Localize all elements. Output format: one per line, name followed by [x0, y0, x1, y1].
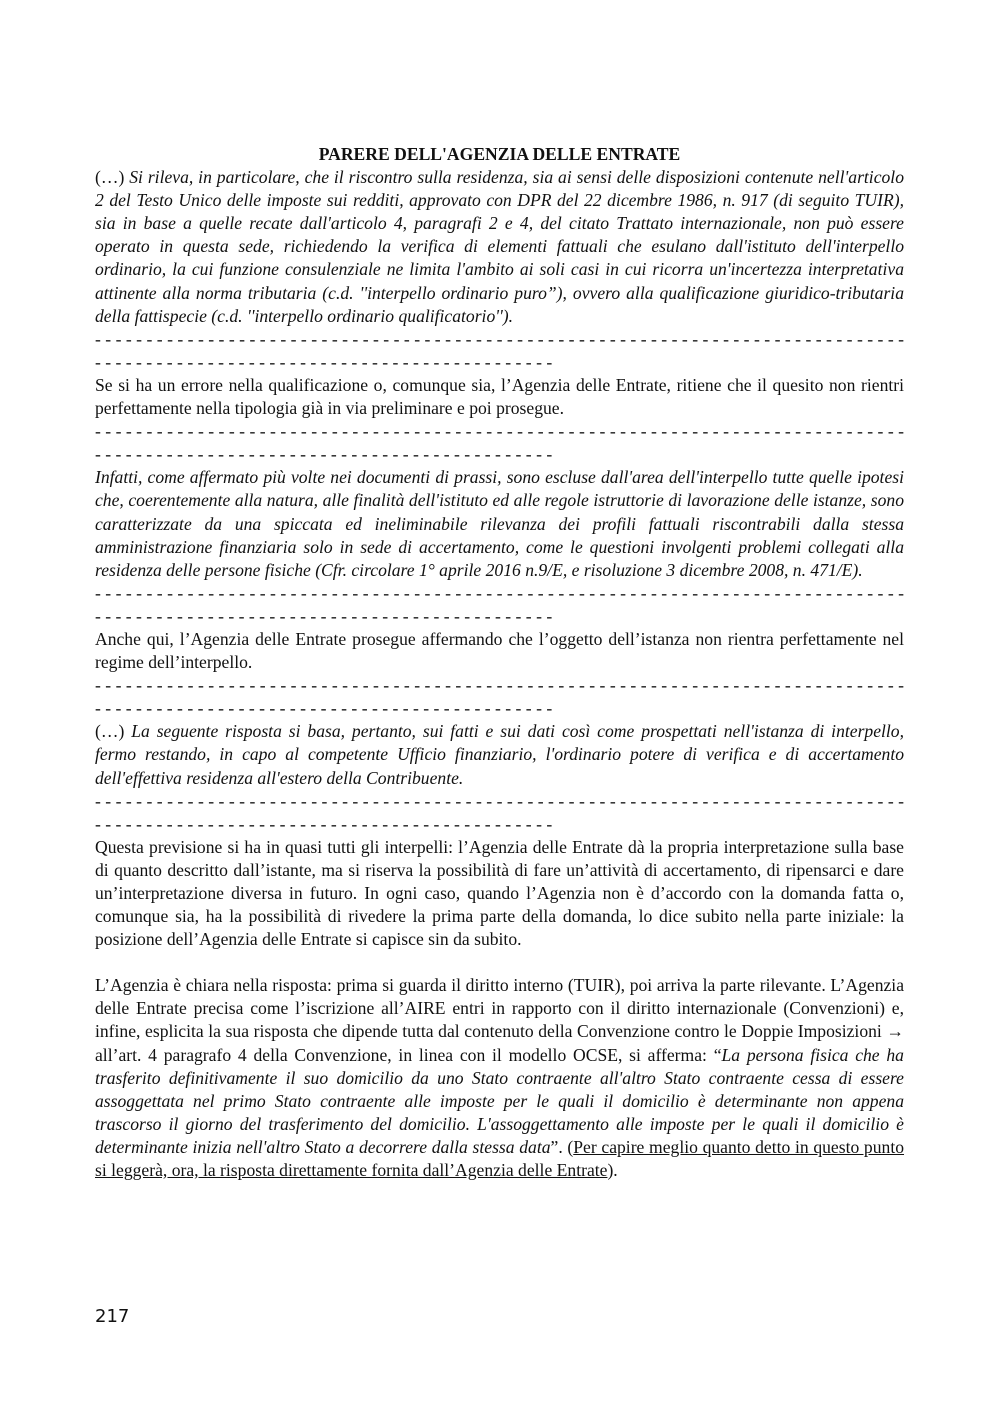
- separator-line: - - - - - - - - - - - - - - - - - - - - - - - - - - - - - - - - - - - - - - - - - - - - - - - - - - - - - - - - - - - - - - - - - - - - - - - - - - - - - - - - - - - - - - - - - - - - - - - - - - - - - - - - - - - - - - - - - - - - - - - - - - - -: [95, 582, 904, 626]
- comment-paragraph-2: Anche qui, l’Agenzia delle Entrate prosegue affermando che l’oggetto dell’istanza non rientra perfettamente nel regime dell’interpello.: [95, 628, 904, 673]
- quote-prefix: (…): [95, 167, 130, 188]
- final-end: ).: [607, 1160, 618, 1181]
- separator-line: - - - - - - - - - - - - - - - - - - - - - - - - - - - - - - - - - - - - - - - - - - - - - - - - - - - - - - - - - - - - - - - - - - - - - - - - - - - - - - - - - - - - - - - - - - - - - - - - - - - - - - - - - - - - - - - - - - - - - - - - - - - -: [95, 790, 904, 834]
- arrow-icon: →: [886, 1021, 904, 1042]
- final-paragraph: [95, 974, 904, 1182]
- final-intro: L’Agenzia è chiara nella risposta: prima si guarda il diritto interno (TUIR), poi arriva la parte rilevante. L’Agenzia delle Entrate precisa come l’iscrizione all’AIRE entri in rapporto con il diritto internazionale (Convenzioni) e, infine, esplicita la sua risposta che dipende tutta dal contenuto della Convenzione contro le Doppie Imposizioni: [95, 975, 904, 1042]
- final-after-quote: ”. (: [550, 1136, 574, 1157]
- paragraph-gap: [95, 951, 904, 974]
- page-number: 217: [95, 1306, 130, 1327]
- final-middle: all’art. 4 paragrafo 4 della Convenzione, in linea con il modello OCSE, si afferma: “: [95, 1044, 722, 1065]
- underlined-note: Per capire meglio quanto detto in questo punto si leggerà, ora, la risposta direttamente fornita dall’Agenzia delle Entrate: [95, 1136, 905, 1181]
- quote-prefix: (…): [95, 721, 132, 742]
- page-title: PARERE DELL'AGENZIA DELLE ENTRATE: [318, 144, 681, 164]
- separator-line: - - - - - - - - - - - - - - - - - - - - - - - - - - - - - - - - - - - - - - - - - - - - - - - - - - - - - - - - - - - - - - - - - - - - - - - - - - - - - - - - - - - - - - - - - - - - - - - - - - - - - - - - - - - - - - - - - - - - - - - - - - - -: [95, 328, 904, 372]
- quote-text: La seguente risposta si basa, pertanto, sui fatti e sui dati così come prospettati nell'istanza di interpello, fermo restando, in capo al competente Ufficio finanziario, l'ordinario potere di verifica e di accertamento dell'effettiva residenza all'estero della Contribuente.: [95, 721, 904, 788]
- comment-paragraph-1: Se si ha un errore nella qualificazione o, comunque sia, l’Agenzia delle Entrate, ritiene che il quesito non rientri perfettamente nella tipologia già in via preliminare e poi prosegue.: [95, 374, 904, 419]
- separator-line: - - - - - - - - - - - - - - - - - - - - - - - - - - - - - - - - - - - - - - - - - - - - - - - - - - - - - - - - - - - - - - - - - - - - - - - - - - - - - - - - - - - - - - - - - - - - - - - - - - - - - - - - - - - - - - - - - - - - - - - - - - - -: [95, 421, 904, 465]
- quote-text: Si rileva, in particolare, che il riscontro sulla residenza, sia ai sensi delle disposizioni contenute nell'articolo 2 del Testo Unico delle imposte sui redditi, approvato con DPR del 22 dicembre 1986, n. 917 (di seguito TUIR), sia in base a quelle recate dall'articolo 4, paragrafi 2 e 4, del citato Trattato internazionale, non può essere operato in questa sede, richiedendo la verifica di elementi fattuali che esulano dall'istituto dell'interpello ordinario, la cui funzione consulenziale ne limita l'ambito ai soli casi in cui ricorra un'incertezza interpretativa attinente alla norma tributaria (c.d. ''interpello ordinario puro”), ovvero alla qualificazione giuridico-tributaria della fattispecie (c.d. ''interpello ordinario qualificatorio'').: [95, 167, 904, 326]
- page-content: [95, 143, 904, 1182]
- quote-paragraph-3: [95, 720, 904, 789]
- comment-paragraph-3: Questa previsione si ha in quasi tutti gli interpelli: l’Agenzia delle Entrate dà la propria interpretazione sulla base di quanto descritto dall’istante, ma si riserva la possibilità di fare un’attività di accertamento, di ripensarci e dare un’interpretazione diversa in futuro. In ogni caso, quando l’Agenzia non è d’accordo con la domanda fatta o, comunque sia, ha la possibilità di rivedere la prima parte della domanda, lo dice subito nella parte iniziale: la posizione dell’Agenzia delle Entrate si capisce sin da subito.: [95, 836, 904, 950]
- quote-paragraph-1: [95, 166, 904, 328]
- quote-paragraph-2: Infatti, come affermato più volte nei documenti di prassi, sono escluse dall'area dell'interpello tutte quelle ipotesi che, coerentemente alla natura, alle finalità dell'istituto ed alle regole istruttorie di lavorazione delle istanze, sono caratterizzate da una spiccata ed ineliminabile rilevanza dei profili fattuali riscontrabili dalla stessa amministrazione finanziaria solo in sede di accertamento, come le questioni involgenti problemi collegati alla residenza delle persone fisiche (Cfr. circolare 1° aprile 2016 n.9/E, e risoluzione 3 dicembre 2008, n. 471/E).: [95, 467, 904, 580]
- separator-line: - - - - - - - - - - - - - - - - - - - - - - - - - - - - - - - - - - - - - - - - - - - - - - - - - - - - - - - - - - - - - - - - - - - - - - - - - - - - - - - - - - - - - - - - - - - - - - - - - - - - - - - - - - - - - - - - - - - - - - - - - - - -: [95, 675, 904, 719]
- convention-quote: La persona fisica che ha trasferito definitivamente il suo domicilio da uno Stato contraente all'altro Stato contraente cessa di essere assoggettata nel primo Stato contraente alle imposte per le quali il domicilio è determinante non appena trascorso il giorno del trasferimento del domicilio. L'assoggettamento alle imposte per le quali il domicilio è determinante inizia nell'altro Stato a decorrere dalla stessa data: [95, 1044, 904, 1157]
